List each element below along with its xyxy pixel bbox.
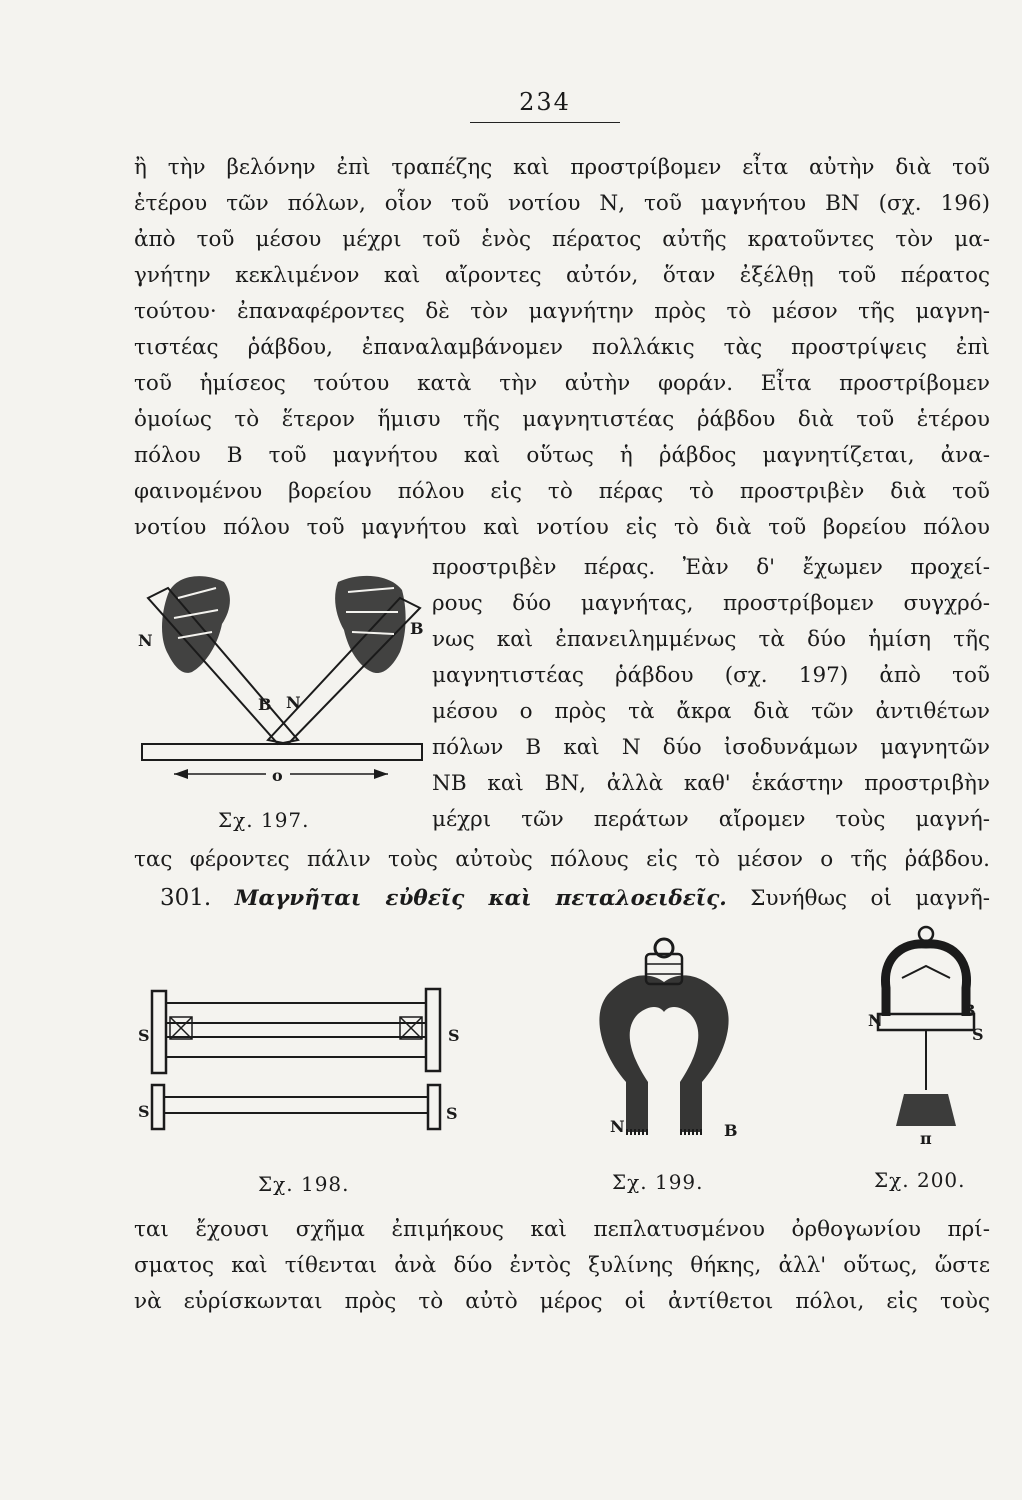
bar-magnets-illustration <box>138 985 468 1135</box>
label-center-b: B <box>258 695 272 714</box>
figure-200 <box>862 918 992 1148</box>
horseshoe-arc <box>885 944 966 1016</box>
figure-198-caption: Σχ. 198. <box>258 1172 350 1196</box>
figure-200-caption: Σχ. 200. <box>874 1168 966 1192</box>
figure-199-caption: Σχ. 199. <box>612 1170 704 1194</box>
text-line: ρους δύο μαγνήτας, προστρίβομεν συγχρό- <box>432 591 990 616</box>
text-line: προστριβὲν πέρας. Ἐὰν δ' ἔχωμεν προχεί- <box>432 555 990 580</box>
label-north: N <box>868 1011 883 1030</box>
text-line: γνήτην κεκλιμένον καὶ αἴροντες αὐτόν, ὅταν ἐξέλθῃ τοῦ πέρατος <box>134 263 990 288</box>
text-line: ὁμοίως τὸ ἕτερον ἥμισυ τῆς μαγνητιστέας ῥάβδου διὰ τοῦ ἑτέρου <box>134 407 990 432</box>
figure-199 <box>580 932 760 1147</box>
left-hand-icon <box>162 576 230 673</box>
label-south: B <box>962 1001 976 1020</box>
text-line: νὰ εὑρίσκωνται πρὸς τὸ αὐτὸ μέρος οἱ ἀντίθετοι πόλοι, εἰς τοὺς <box>134 1289 990 1314</box>
steel-bar <box>142 744 422 760</box>
text-line: νοτίου πόλου τοῦ μαγνήτου καὶ νοτίου εἰς τὸ διὰ τοῦ βορείου πόλου <box>134 515 990 540</box>
text-line: πόλου Β τοῦ μαγνήτου καὶ οὕτως ἡ ῥάβδος μαγνητίζεται, ἀνα- <box>134 443 990 468</box>
label-right-b: B <box>410 619 424 638</box>
label-s-bottom-left: S <box>138 1102 150 1121</box>
lower-bar-magnet <box>166 1037 426 1057</box>
label-left-n: N <box>138 631 153 650</box>
text-line: μέχρι τῶν περάτων αἴρομεν τοὺς μαγνή- <box>432 807 990 832</box>
label-weight: π <box>920 1129 932 1148</box>
text-line: μέσου ο πρὸς τὰ ἄκρα διὰ τῶν ἀντιθέτων <box>432 699 990 724</box>
section-title: Μαγνῆται εὐθεῖς καὶ πεταλοειδεῖς. <box>234 886 727 911</box>
horseshoe-magnet-illustration <box>580 932 760 1147</box>
text-line: πόλων Β καὶ Ν δύο ἰσοδυνάμων μαγνητῶν <box>432 735 990 760</box>
arrow-left-icon <box>174 769 188 779</box>
text-line: τιστέας ῥάβδου, ἐπαναλαμβάνομεν πολλάκις τὰς προστρίψεις ἐπὶ <box>134 335 990 360</box>
arrow-right-icon <box>374 769 388 779</box>
figure-197 <box>138 568 438 808</box>
label-s-top-left: S <box>138 1026 150 1045</box>
text-line: ἑτέρου τῶν πόλων, οἷον τοῦ νοτίου Ν, τοῦ μαγνήτου ΒΝ (σχ. 196) <box>134 191 990 216</box>
text-line: ἢ τὴν βελόνην ἐπὶ τραπέζης καὶ προστρίβομεν εἶτα αὐτὴν διὰ τοῦ <box>134 155 990 180</box>
text-line: φαινομένου βορείου πόλου εἰς τὸ πέρας τὸ προστριβὲν διὰ τοῦ <box>134 479 990 504</box>
label-s-top-right: S <box>448 1026 460 1045</box>
figure-198 <box>138 985 468 1135</box>
text-line: τας φέροντες πάλιν τοὺς αὐτοὺς πόλους εἰς τὸ μέσον ο τῆς ῥάβδου. <box>134 847 990 872</box>
section-text: Συνήθως οἱ μαγνῆ- <box>750 886 990 911</box>
text-line: μαγνητιστέας ῥάβδου (σχ. 197) ἀπὸ τοῦ <box>432 663 990 688</box>
text-line: ἀπὸ τοῦ μέσου μέχρι τοῦ ἑνὸς πέρατος αὐτῆς κρατοῦντες τὸν μα- <box>134 227 990 252</box>
text-line: ται ἔχουσι σχῆμα ἐπιμήκους καὶ πεπλατυσμένου ὀρθογωνίου πρί- <box>134 1217 990 1242</box>
keeper-bar <box>878 1014 974 1030</box>
text-line: νως καὶ ἐπανειλημμένως τὰ δύο ἡμίση τῆς <box>432 627 990 652</box>
section-heading <box>160 880 990 917</box>
magnetizing-illustration <box>138 568 438 808</box>
text-line: σματος καὶ τίθενται ἀνὰ δύο ἐντὸς ξυλίνης θήκης, ἀλλ' οὕτως, ὥστε <box>134 1253 990 1278</box>
horseshoe-body <box>599 975 728 1132</box>
label-s-bottom-right: S <box>446 1104 458 1123</box>
weight-icon <box>896 1094 956 1126</box>
upper-bar-magnet <box>166 1003 426 1023</box>
text-line: ΝΒ καὶ ΒΝ, ἀλλὰ καθ' ἑκάστην προστριβὴν <box>432 771 990 796</box>
page-number: 234 <box>470 88 620 123</box>
section-number: 301. <box>160 885 212 911</box>
text-line: τούτου· ἐπαναφέροντες δὲ τὸν μαγνήτην πρὸς τὸ μέσον τῆς μαγνη- <box>134 299 990 324</box>
magnet-with-weight-illustration <box>862 918 992 1148</box>
label-south: B <box>724 1121 738 1140</box>
single-bar-magnet <box>164 1097 428 1113</box>
figure-197-caption: Σχ. 197. <box>218 808 310 832</box>
text-line: τοῦ ἡμίσεος τούτου κατὰ τὴν αὐτὴν φοράν. Εἶτα προστρίβομεν <box>134 371 990 396</box>
label-center-n: N <box>286 693 301 712</box>
hook-ring-icon <box>919 927 933 941</box>
label-north: N <box>610 1117 625 1136</box>
label-middle-o: o <box>272 766 283 785</box>
label-s: S <box>972 1025 984 1044</box>
